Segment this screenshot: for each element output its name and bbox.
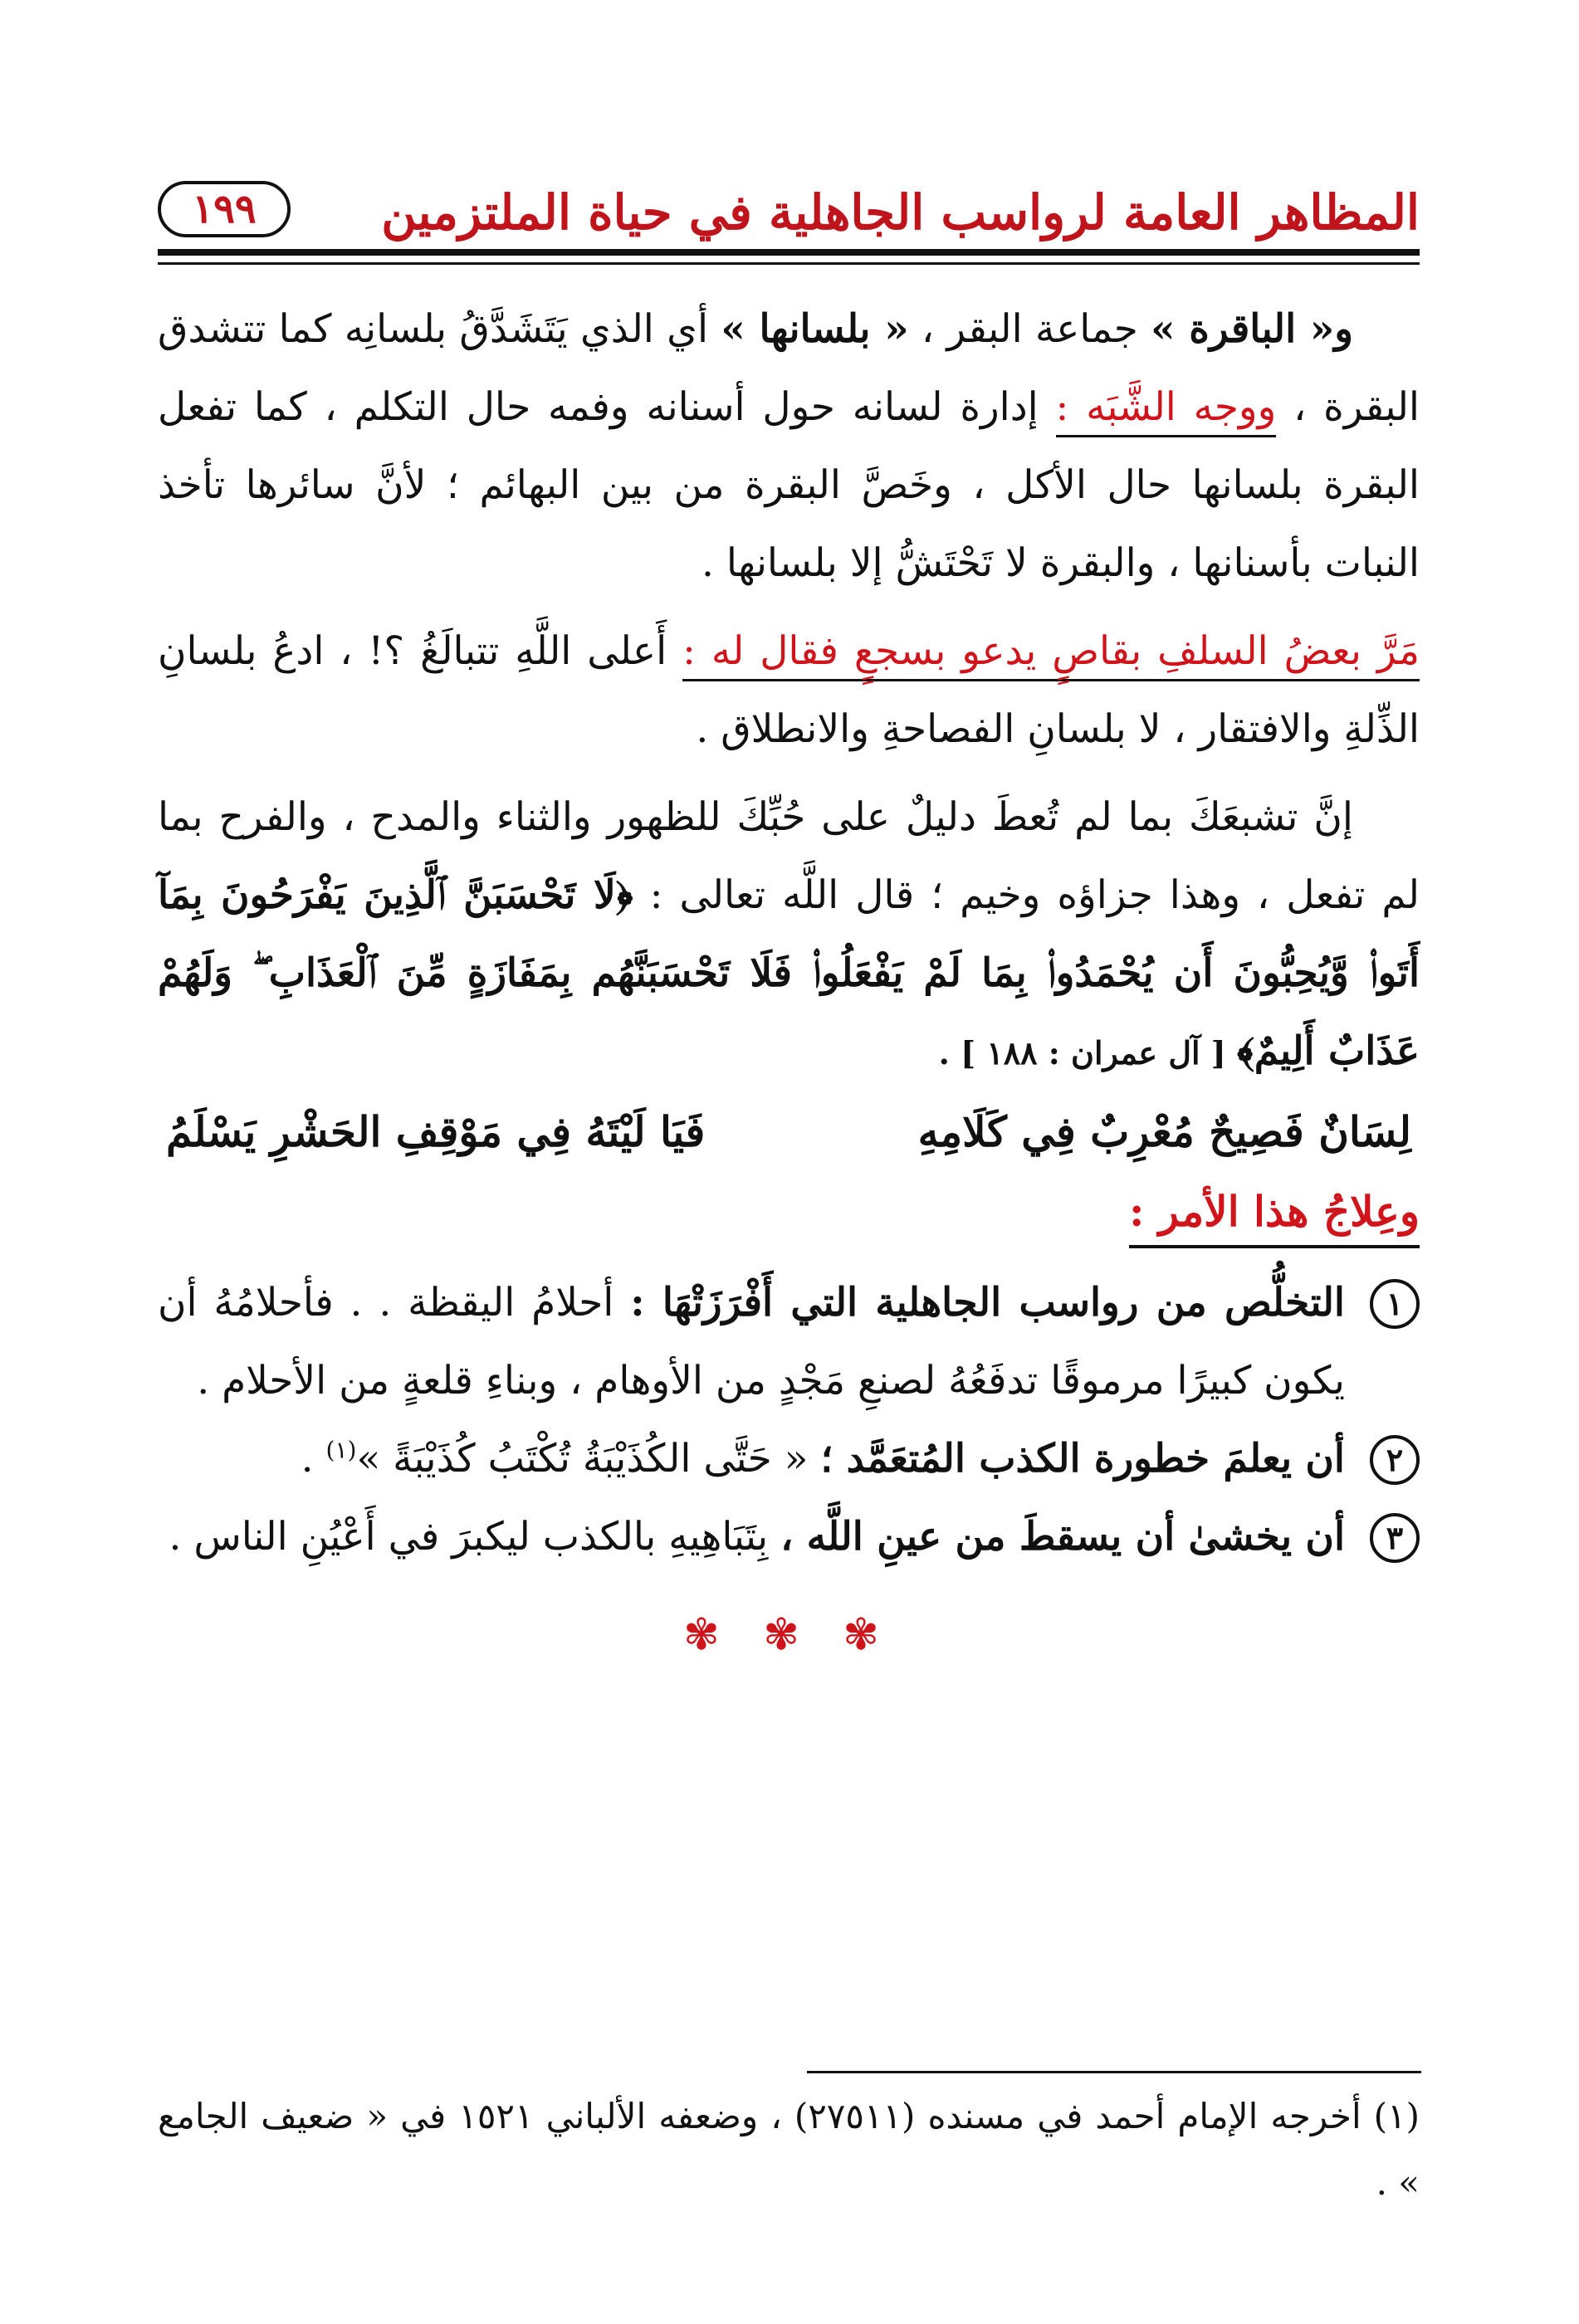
section-ornament: ✾ ✾ ✾ <box>683 1610 894 1660</box>
item-2-end: . <box>301 1436 326 1482</box>
item-1-heading: التخلُّص من رواسب الجاهلية التي أَفْرَزَتْهَا : <box>630 1280 1345 1326</box>
item-number-3: ٣ <box>1370 1513 1420 1563</box>
header-rule-thin <box>158 262 1420 265</box>
footnote: (١) أخرجه الإمام أحمد في مسنده (٢٧٥١١) ، وضعفه الألباني ١٥٢١ في « ضعيف الجامع » . <box>158 2096 1420 2203</box>
quran-verse: ﴿لَا تَحْسَبَنَّ ٱلَّذِينَ يَفْرَحُونَ بِمَآ أَتَوا۟ وَّيُحِبُّونَ أَن يُحْمَدُوا۟ بِمَا لَمْ يَفْعَلُوا۟ فَلَا تَحْسَبَنَّهُم بِمَفَازَةٍ مِّنَ ٱلْعَذَابِ ۖ وَلَهُمْ عَذَابٌ أَلِيمٌ﴾ <box>158 872 1420 1074</box>
para1-text3: إدارة لسانه حول أسنانه وفمه حال التكلم ، كما تفعل البقرة بلسانها حال الأكل ، وخَصَّ البقرة من بين البهائم ؛ لأنَّ سائرها تأخذ النبات بأسنانها ، والبقرة لا تَحْتَشُّ إلا بلسانها . <box>158 384 1420 586</box>
body-text <box>158 290 1420 1674</box>
item-number-1: ١ <box>1370 1279 1420 1329</box>
running-title: المظاهر العامة لرواسب الجاهلية في حياة الملتزمين <box>381 184 1420 241</box>
item-3-text: بِتَبَاهِيهِ بالكذب ليكبرَ في أَعْيُنِ الناس . <box>169 1514 781 1560</box>
paragraph-baqira <box>158 290 1420 603</box>
list-item-3 <box>158 1498 1420 1576</box>
page-number: ١٩٩ <box>192 186 257 232</box>
para2-text: أَعلى اللَّهِ تتبالَغُ ؟! ، ادعُ بلسانِ الذِّلةِ والافتقار ، لا بلسانِ الفصاحةِ والانطلاق . <box>158 628 1420 752</box>
item-1-text: أحلامُ اليقظة . . فأحلامُهُ أن يكون كبيرًا مرموقًا تدفَعُهُ لصنعِ مَجْدٍ من الأوهام ، وبناءِ قلعةٍ من الأحلام . <box>158 1280 1345 1404</box>
poem-verse <box>158 1092 1420 1172</box>
term-baqira: و« الباقرة » <box>1151 306 1353 352</box>
red-phrase-salaf: مَرَّ بعضُ السلفِ بقاصٍ يدعو بسجعٍ فقال له : <box>682 628 1420 681</box>
term-bilisaniha: « بلسانها » <box>721 306 909 352</box>
para1-text1: جماعة البقر ، <box>908 306 1151 352</box>
item-2-heading: أن يعلمَ خطورة الكذب المُتعَمَّد ؛ <box>820 1436 1345 1482</box>
item-2-text: « حَتَّى الكُذَيْبَةُ تُكْتَبُ كُذَيْبَةً » <box>356 1436 821 1482</box>
verse-reference: [ آل عمران : ١٨٨ ] . <box>938 1034 1237 1072</box>
header-rule-thick <box>158 249 1420 256</box>
page-number-badge <box>158 181 291 237</box>
red-phrase-wajh: ووجه الشَّبَه : <box>1056 384 1277 437</box>
para3-text: إنَّ تشبعَكَ بما لم تُعطَ دليلٌ على حُبِّكَ للظهور والثناء والمدح ، والفرح بما لم تفعل ، وهذا جزاؤه وخيم ؛ قال اللَّه تعالى : <box>158 794 1420 918</box>
paragraph-tashabbu <box>158 779 1420 1092</box>
para1-text2: أي الذي يَتَشَدَّقُ بلسانِه كما تتشدق البقرة ، <box>158 306 1420 430</box>
paragraph-salaf <box>158 613 1420 769</box>
footnote-marker: (١) <box>325 1436 357 1464</box>
list-item-1 <box>158 1264 1420 1420</box>
footnote-rule <box>807 2071 1421 2073</box>
page-header <box>158 166 1420 257</box>
poem-hemistich-first: لِسَانٌ فَصِيحٌ مُعْرِبٌ فِي كَلَامِهِ <box>917 1107 1411 1156</box>
list-item-2 <box>158 1420 1420 1498</box>
subheading-treatment: وعِلاجُ هذا الأمر : <box>1129 1179 1420 1248</box>
item-number-2: ٢ <box>1370 1435 1420 1485</box>
poem-hemistich-second: فَيَا لَيْتَهُ فِي مَوْقِفِ الحَشْرِ يَسْلَمُ <box>166 1107 706 1156</box>
subheading-wrap <box>158 1172 1420 1252</box>
item-3-heading: أن يخشىٰ أن يسقطَ من عينِ اللَّه ، <box>780 1514 1345 1560</box>
